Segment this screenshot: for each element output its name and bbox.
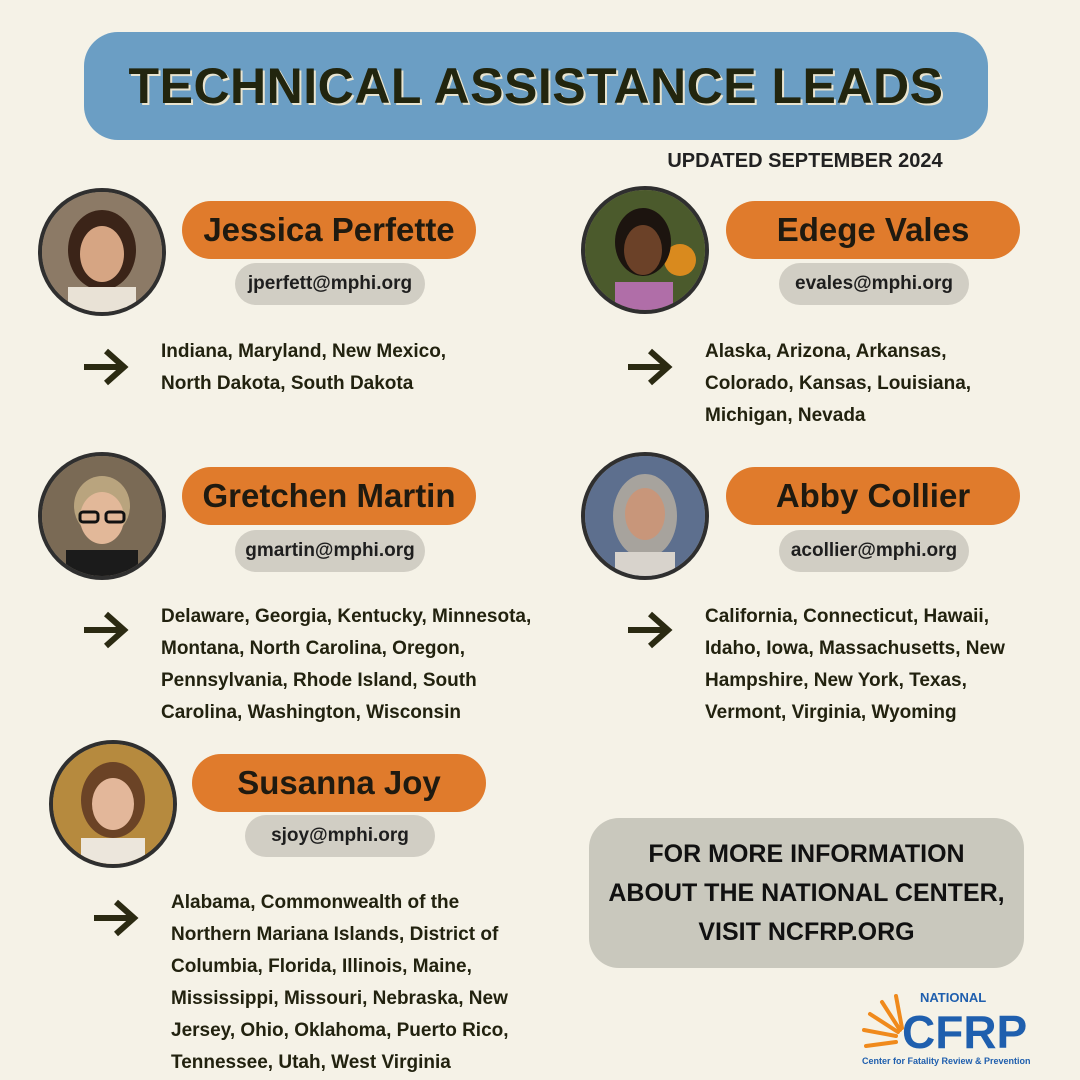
info-line: ABOUT THE NATIONAL CENTER, [608, 878, 1005, 907]
lead-states: Delaware, Georgia, Kentucky, Minnesota, Montana, North Carolina, Oregon, Pennsylvania, Rhode Island, South Carolina, Washington, Wisconsin [161, 606, 532, 723]
lead-states: California, Connecticut, Hawaii, Idaho, Iowa, Massachusetts, New Hampshire, New York, Texas, Vermont, Virginia, Wyoming [705, 606, 1005, 723]
lead-name: Jessica Perfette [182, 201, 476, 259]
updated-date: UPDATED SEPTEMBER 2024 [667, 150, 943, 172]
title-banner [84, 32, 988, 140]
arrow-right-icon [626, 347, 674, 387]
arrow-right-icon [92, 898, 140, 938]
arrow-right-icon [82, 347, 130, 387]
lead-name: Gretchen Martin [182, 467, 476, 525]
svg-text:CFRP: CFRP [902, 1006, 1028, 1058]
arrow-right-icon [82, 610, 130, 650]
lead-email[interactable]: acollier@mphi.org [779, 530, 969, 572]
avatar-susanna-joy [49, 740, 177, 868]
info-link[interactable]: VISIT NCFRP.ORG [698, 917, 915, 946]
lead-email[interactable]: evales@mphi.org [779, 263, 969, 305]
lead-name: Susanna Joy [192, 754, 486, 812]
avatar-edege-vales [581, 186, 709, 314]
info-line: FOR MORE INFORMATION [648, 839, 965, 868]
lead-email[interactable]: gmartin@mphi.org [235, 530, 425, 572]
svg-text:Center for Fatality Review & P: Center for Fatality Review & Prevention [862, 1056, 1031, 1066]
avatar-jessica-perfette [38, 188, 166, 316]
lead-states: Alabama, Commonwealth of the Northern Mariana Islands, District of Columbia, Florida, Illinois, Maine, Mississippi, Missouri, Nebraska, New Jersey, Ohio, Oklahoma, Puerto Rico, Tennessee, Utah, West Virginia [171, 892, 509, 1073]
arrow-right-icon [626, 610, 674, 650]
svg-text:NATIONAL: NATIONAL [920, 990, 987, 1005]
lead-name: Abby Collier [726, 467, 1020, 525]
lead-states: Alaska, Arizona, Arkansas, Colorado, Kansas, Louisiana, Michigan, Nevada [705, 341, 972, 426]
avatar-abby-collier [581, 452, 709, 580]
lead-email[interactable]: sjoy@mphi.org [245, 815, 435, 857]
avatar-gretchen-martin [38, 452, 166, 580]
lead-name: Edege Vales [726, 201, 1020, 259]
ncfrp-logo [860, 988, 1040, 1068]
lead-email[interactable]: jperfett@mphi.org [235, 263, 425, 305]
lead-states: Indiana, Maryland, New Mexico, North Dakota, South Dakota [161, 341, 447, 394]
more-info-box [589, 818, 1024, 968]
page-title: TECHNICAL ASSISTANCE LEADS [128, 58, 944, 114]
